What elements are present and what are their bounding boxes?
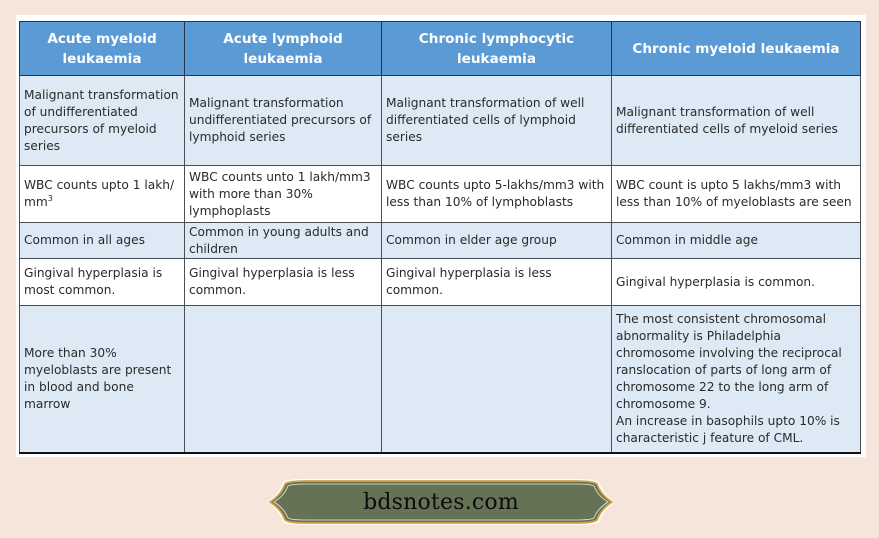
- cell-age-aml: Common in all ages: [20, 223, 185, 259]
- cell-other-cll: [382, 306, 612, 453]
- cell-age-cml: Common in middle age: [612, 223, 861, 259]
- cell-wbc-all: WBC counts unto 1 lakh/mm3 with more than 30% lymphoplasts: [185, 166, 382, 223]
- table-row: [20, 223, 861, 259]
- cml-basophil-text: An increase in basophils upto 10% is characteristic j feature of CML.: [616, 413, 840, 445]
- table-row: [20, 259, 861, 306]
- leukaemia-comparison-table: [19, 21, 861, 454]
- cell-origin-all: Malignant transformation undifferentiated precursors of lymphoid series: [185, 76, 382, 166]
- cell-gingival-cml: Gingival hyperplasia is common.: [612, 259, 861, 306]
- cell-origin-cml: Malignant transformation of well differentiated cells of myeloid series: [612, 76, 861, 166]
- cell-other-aml: More than 30% myeloblasts are present in blood and bone marrow: [20, 306, 185, 453]
- cell-wbc-aml: [20, 166, 185, 223]
- cell-age-cll: Common in elder age group: [382, 223, 612, 259]
- cell-gingival-aml: Gingival hyperplasia is most common.: [20, 259, 185, 306]
- table-row: [20, 166, 861, 223]
- cell-age-all: Common in young adults and children: [185, 223, 382, 259]
- header-acute-lymphoid: Acute lymphoid leukaemia: [185, 22, 382, 76]
- cell-wbc-cml: WBC count is upto 5 lakhs/mm3 with less than 10% of myeloblasts are seen: [612, 166, 861, 223]
- cell-origin-cll: Malignant transformation of well differentiated cells of lymphoid series: [382, 76, 612, 166]
- header-chronic-lymphocytic: Chronic lymphocytic leukaemia: [382, 22, 612, 76]
- cell-wbc-aml-text: WBC counts upto 1 lakh/ mm: [24, 178, 175, 209]
- cell-gingival-all: Gingival hyperplasia is less common.: [185, 259, 382, 306]
- cell-wbc-cll: WBC counts upto 5-lakhs/mm3 with less than 10% of lymphoblasts: [382, 166, 612, 223]
- cml-chromosome-text: The most consistent chromosomal abnormality is Philadelphia chromosome involving the reciprocal ranslocation of parts of long arm of chromosome 22 to the long arm of chromosome 9.: [616, 311, 842, 411]
- cell-gingival-cll: Gingival hyperplasia is less common.: [382, 259, 612, 306]
- header-acute-myeloid: Acute myeloid leukaemia: [20, 22, 185, 76]
- table-row: [20, 306, 861, 453]
- cell-other-cml: [612, 306, 861, 453]
- site-banner: [265, 476, 617, 528]
- cell-origin-aml: Malignant transformation of undifferentiated precursors of myeloid series: [20, 76, 185, 166]
- table-row: [20, 76, 861, 166]
- cell-other-all: [185, 306, 382, 453]
- table-header-row: [20, 22, 861, 76]
- banner-text: bdsnotes.com: [363, 489, 519, 515]
- superscript: 3: [47, 193, 53, 203]
- header-chronic-myeloid: Chronic myeloid leukaemia: [612, 22, 861, 76]
